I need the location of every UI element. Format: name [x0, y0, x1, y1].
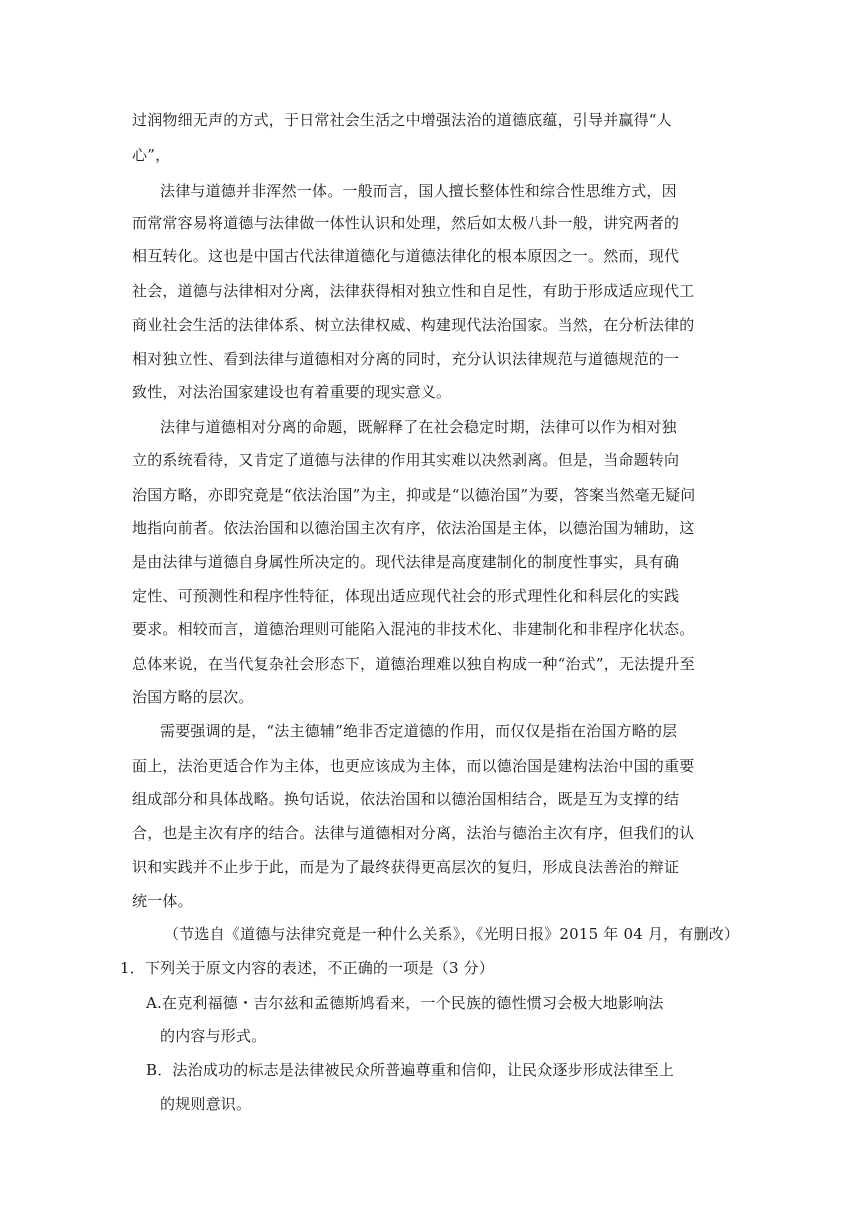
source-citation: （节选自《道德与法律究竟是一种什么关系》，《光明日报》2015 年 04 月，有删改） [164, 925, 740, 943]
text-line: 而常常容易将道德与法律做一体性认识和处理，然后如太极八卦一般，讲究两者的 [132, 214, 680, 232]
text-line: 相对独立性、看到法律与道德相对分离的同时，充分认识法律规范与道德规范的一 [132, 350, 680, 368]
text-line: 地指向前者。依法治国和以德治国主次有序，依法治国是主体，以德治国为辅助，这 [132, 519, 695, 537]
text-line: 法律与道德并非浑然一体。一般而言，国人擅长整体性和综合性思维方式，因 [160, 182, 677, 200]
text-line: 定性、可预测性和程序性特征，体现出适应现代社会的形式理性化和科层化的实践 [132, 587, 680, 605]
text-line: 法律与道德相对分离的命题，既解释了在社会稳定时期，法律可以作为相对独 [160, 418, 677, 436]
text-line: 是由法律与道德自身属性所决定的。现代法律是高度建制化的制度性事实，具有确 [132, 553, 680, 571]
option-a-line-1: A.在克利福德・吉尔兹和孟德斯鸠看来，一个民族的德性惯习会极大地影响法 [146, 994, 664, 1012]
text-line: 致性，对法治国家建设也有着重要的现实意义。 [132, 383, 452, 401]
question-stem: 1．下列关于原文内容的表述，不正确的一项是（3 分） [120, 959, 495, 977]
text-line: 要求。相较而言，道德治理则可能陷入混沌的非技术化、非建制化和非程序化状态。 [132, 620, 695, 638]
text-line: 总体来说，在当代复杂社会形态下，道德治理难以独自构成一种“治式”，无法提升至 [132, 655, 695, 673]
text-line: 组成部分和具体战略。换句话说，依法治国和以德治国相结合，既是互为支撑的结 [132, 790, 680, 808]
text-line: 社会，道德与法律相对分离，法律获得相对独立性和自足性，有助于形成适应现代工 [132, 282, 695, 300]
text-line: 治国方略，亦即究竟是“依法治国”为主，抑或是“以德治国”为要，答案当然毫无疑问 [132, 486, 696, 504]
text-line: 需要强调的是，“法主德辅”绝非否定道德的作用，而仅仅是指在治国方略的层 [160, 722, 678, 740]
text-line: 相互转化。这也是中国古代法律道德化与道德法律化的根本原因之一。然而，现代 [132, 247, 680, 265]
text-line: 合，也是主次有序的结合。法律与道德相对分离，法治与德治主次有序，但我们的认 [132, 824, 695, 842]
option-b-line-2: 的规则意识。 [160, 1095, 252, 1113]
text-line: 过润物细无声的方式，于日常社会生活之中增强法治的道德底蕴，引导并赢得“人 [132, 111, 672, 129]
text-line: 面上，法治更适合作为主体，也更应该成为主体，而以德治国是建构法治中国的重要 [132, 757, 695, 775]
text-line: 识和实践并不止步于此，而是为了最终获得更高层次的复归，形成良法善治的辩证 [132, 858, 680, 876]
text-line: 治国方略的层次。 [132, 688, 254, 706]
text-line: 心”， [132, 146, 171, 164]
option-b-line-1: B．法治成功的标志是法律被民众所普遍尊重和信仰，让民众逐步形成法律至上 [146, 1061, 675, 1079]
text-line: 商业社会生活的法律体系、树立法律权威、构建现代法治国家。当然，在分析法律的 [132, 316, 695, 334]
text-line: 立的系统看待，又肯定了道德与法律的作用其实难以决然剥离。但是，当命题转向 [132, 451, 680, 469]
option-a-line-2: 的内容与形式。 [160, 1027, 267, 1045]
text-line: 统一体。 [132, 892, 193, 910]
